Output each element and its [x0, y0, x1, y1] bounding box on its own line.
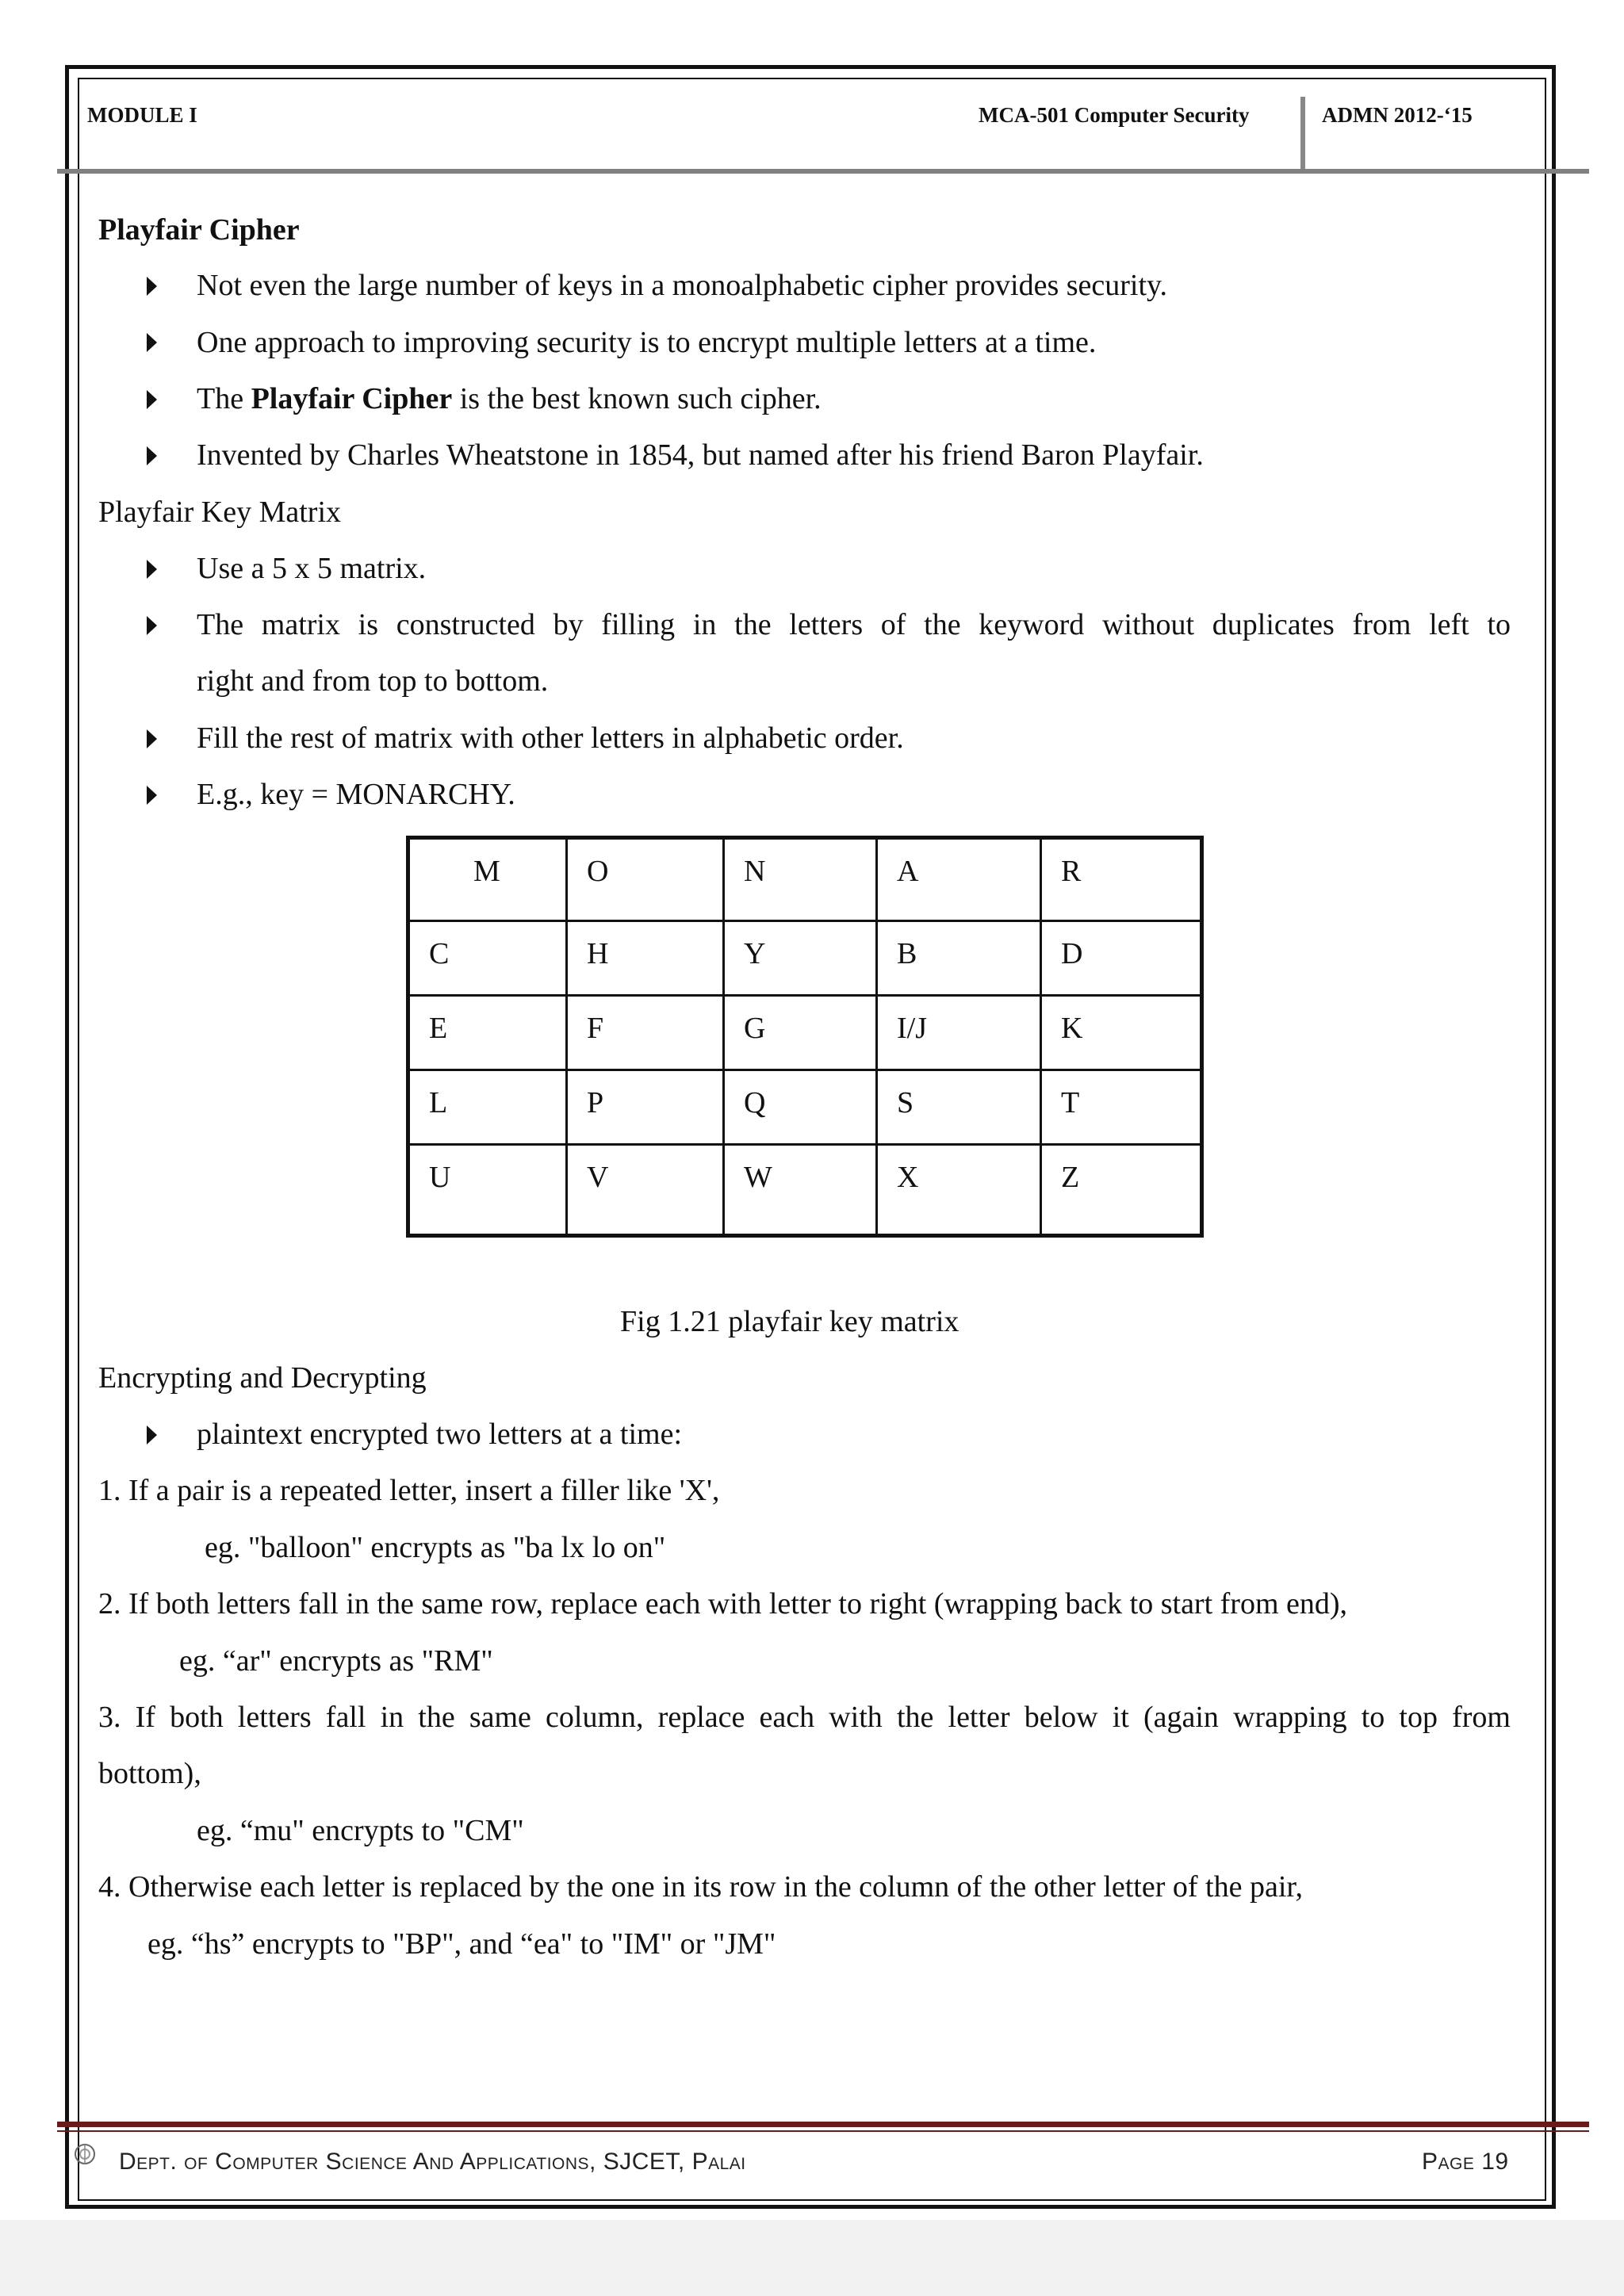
bullet-arrow-icon — [147, 333, 157, 352]
matrix-cell: M — [408, 838, 567, 921]
matrix-cell: K — [1041, 996, 1202, 1070]
matrix-cell: P — [567, 1070, 724, 1145]
matrix-row — [408, 838, 1202, 921]
bullet-arrow-icon — [147, 729, 157, 748]
header-admn: ADMN 2012-‘15 — [1322, 103, 1473, 127]
matrix-row — [408, 1070, 1202, 1145]
matrix-bullet-2-line-2: right and from top to bottom. — [197, 664, 549, 698]
matrix-cell: C — [408, 921, 567, 996]
matrix-row — [408, 996, 1202, 1070]
matrix-bullet-1: Use a 5 x 5 matrix. — [197, 552, 427, 585]
footer-page-number: Page 19 — [1422, 2149, 1509, 2175]
bullet-arrow-icon — [147, 786, 157, 805]
footer-department: Dept. of Computer Science And Applications, SJCET, Palai — [119, 2149, 746, 2175]
bullet-arrow-icon — [147, 1425, 157, 1445]
footer-rule — [57, 2122, 1589, 2127]
header-module: MODULE I — [87, 103, 197, 127]
matrix-bullet-3: Fill the rest of matrix with other letters in alphabetic order. — [197, 721, 904, 755]
matrix-cell: Q — [724, 1070, 877, 1145]
rule-3-line-1: 3. If both letters fall in the same column, replace each with the letter below it (again wrapping to top from — [98, 1701, 1511, 1734]
rule-1: 1. If a pair is a repeated letter, insert a filler like 'X', — [98, 1474, 720, 1507]
rule-1-example: eg. "balloon" encrypts as "ba lx lo on" — [205, 1531, 666, 1564]
bullet-arrow-icon — [147, 390, 157, 409]
rule-4-example: eg. “hs” encrypts to "BP", and “ea" to "IM" or "JM" — [147, 1927, 776, 1961]
matrix-cell: L — [408, 1070, 567, 1145]
rule-3-example: eg. “mu" encrypts to "CM" — [197, 1814, 524, 1847]
rule-3-line-2: bottom), — [98, 1757, 201, 1790]
page-bottom-band — [0, 2220, 1624, 2296]
matrix-row — [408, 921, 1202, 996]
intro-bullet-1: Not even the large number of keys in a monoalphabetic cipher provides security. — [197, 269, 1168, 302]
header-course: MCA-501 Computer Security — [979, 103, 1250, 127]
matrix-cell: E — [408, 996, 567, 1070]
bullet-arrow-icon — [147, 560, 157, 579]
header-separator — [1300, 97, 1305, 170]
playfair-key-matrix — [406, 836, 1204, 1238]
footer-rule-thin — [57, 2130, 1589, 2132]
rule-2-example: eg. “ar" encrypts as "RM" — [179, 1644, 493, 1678]
matrix-cell: R — [1041, 838, 1202, 921]
matrix-cell: Z — [1041, 1145, 1202, 1236]
rule-4: 4. Otherwise each letter is replaced by the one in its row in the column of the other letter of the pair, — [98, 1870, 1304, 1904]
header-rule — [57, 169, 1589, 174]
matrix-cell: A — [877, 838, 1041, 921]
matrix-bullet-4: E.g., key = MONARCHY. — [197, 778, 515, 811]
matrix-cell: O — [567, 838, 724, 921]
encrypting-heading: Encrypting and Decrypting — [98, 1361, 427, 1395]
matrix-cell: H — [567, 921, 724, 996]
matrix-cell: F — [567, 996, 724, 1070]
matrix-cell: X — [877, 1145, 1041, 1236]
encrypting-bullet: plaintext encrypted two letters at a time: — [197, 1418, 683, 1451]
matrix-cell: D — [1041, 921, 1202, 996]
intro-bullet-4: Invented by Charles Wheatstone in 1854, but named after his friend Baron Playfair. — [197, 438, 1204, 472]
matrix-cell: B — [877, 921, 1041, 996]
matrix-row — [408, 1145, 1202, 1236]
bullet-arrow-icon — [147, 277, 157, 296]
matrix-cell: I/J — [877, 996, 1041, 1070]
bullet-arrow-icon — [147, 446, 157, 465]
matrix-cell: V — [567, 1145, 724, 1236]
rule-2: 2. If both letters fall in the same row, replace each with letter to right (wrapping back to start from end), — [98, 1587, 1348, 1621]
matrix-cell: T — [1041, 1070, 1202, 1145]
matrix-cell: W — [724, 1145, 877, 1236]
matrix-cell: U — [408, 1145, 567, 1236]
matrix-cell: Y — [724, 921, 877, 996]
key-matrix-heading: Playfair Key Matrix — [98, 496, 342, 529]
figure-caption: Fig 1.21 playfair key matrix — [620, 1305, 959, 1338]
bullet-arrow-icon — [147, 616, 157, 635]
section-title: Playfair Cipher — [98, 213, 300, 247]
matrix-cell: N — [724, 838, 877, 921]
intro-bullet-3: The Playfair Cipher is the best known such cipher. — [197, 382, 822, 415]
intro-bullet-2: One approach to improving security is to encrypt multiple letters at a time. — [197, 326, 1097, 359]
college-logo-icon — [73, 2142, 97, 2166]
matrix-bullet-2-line-1: The matrix is constructed by filling in the letters of the keyword without duplicates from left to — [197, 608, 1511, 641]
matrix-cell: S — [877, 1070, 1041, 1145]
matrix-cell: G — [724, 996, 877, 1070]
